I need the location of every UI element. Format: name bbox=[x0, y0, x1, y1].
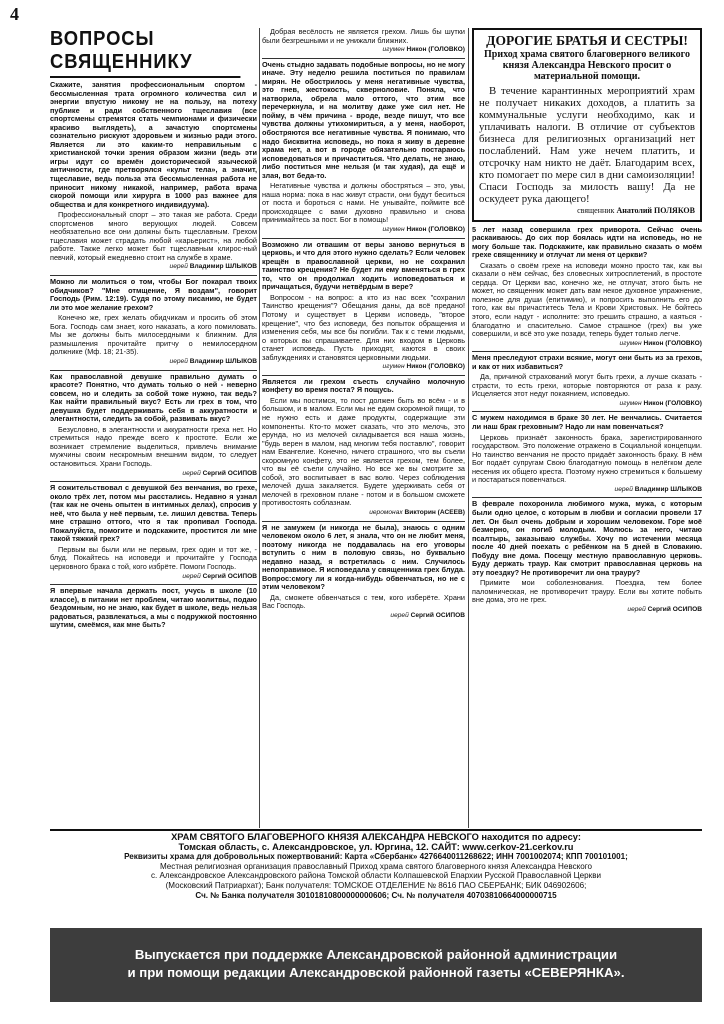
answer-text: Первым вы были или не первым, грех один и тот же, - блуд. Покайтесь на исповеди и прочитайте у Господа церковного брака с той, кого избрёте. Помоги Господь. bbox=[50, 544, 257, 571]
question-text: Можно ли молиться о том, чтобы Бог покарал твоих обидчиков? "Мне отмщение, Я воздам", говорит Господь (Рим. 12:19). Судя по этому писанию, не будет ли это мое желание грехом? bbox=[50, 277, 257, 312]
answer-text: Церковь признаёт законность брака, зарегистрированного государством. Это положение отражено в Социальной концепции. Но таинство венчания не просто придаёт законность браку. В нём Бог подаёт супругам Свою благодатную помощь в нелёгком деле несения их общего креста. Поэтому нужно стремиться к большему и постараться повенчаться. bbox=[472, 432, 702, 485]
footer-org-line: с. Александровское Александровского района Томской области Колпашевской Епархии Русской Православной Церкви bbox=[150, 871, 602, 881]
column-3 bbox=[472, 28, 702, 825]
question-text: Я впервые начала держать пост, учусь в школе (10 классе), в питании нет проблем, читаю молитвы, подаю бездомным, но не знаю, как будет в школе, ведь нельзя радоваться, развлекаться, а мы с подружкой постоянно шутим, смеёмся, как мне быть? bbox=[50, 586, 257, 630]
answer-signature: игумен Никон (ГОЛОВКО) bbox=[382, 226, 465, 234]
column-divider bbox=[259, 28, 260, 828]
question-text: Я сожительствовал с девушкой без венчания, во грехе, около трёх лет, потом мы расстались. Недавно я узнал (так как не очень опытен в интимных делах), спросив у неё, что была у неё первым, т.е. лишил девства. Теперь мне страшно оттого, что я так пропивал Господа. Пожалуйста, помогите и подскажите, простится ли мне такой тяжкий грех? bbox=[50, 483, 257, 544]
footer-account-line: Сч. № Банка получателя 30101810800000000606; Сч. № получателя 40703810664000000715 bbox=[195, 890, 557, 900]
answer-signature: игумен Никон (ГОЛОВКО) bbox=[619, 399, 702, 407]
answer-signature: иерей Владимир ШЛЫКОВ bbox=[169, 357, 257, 365]
temple-requisites bbox=[50, 829, 702, 900]
answer-signature: игумен Никон (ГОЛОВКО) bbox=[619, 339, 702, 347]
question-text: В феврале похоронила любимого мужа, мужа, с которым были одно целое, с которым в любви и согласии провели 17 лет. Он был очень добрым и хорошим человеком. Горе моё безмерно, он погиб молодым. Молюсь за него, читаю псалтырь, заказываю службы. Хочу по истечении месяца после 40 дней поехать с ребёнком на 5 дней в Словакию. Побуду вне дома. Посещу местную православную церковь. Буду держать траур. Как смотрит православная церковь на эту поездку? Не противоречит ли она трауру? bbox=[472, 499, 702, 577]
column-2 bbox=[262, 28, 465, 825]
banner-line: Выпускается при поддержке Александровской районной администрации bbox=[134, 947, 618, 962]
appeal-body: В течение карантинных мероприятий храм не получает никаких доходов, а платить за коммунальные услуги необходимо, как и уплачивать налоги. В отличие от субъектов бизнеса для религиозных организаций нет послаблений. Нам уже нечем платить, и отсрочку нам никто не даёт. Благодарим всех, кто помогает по мере сил в дни самоизоляции! Спаси Господь за милость вашу! Да не оскудеет рука дающего! bbox=[479, 85, 695, 205]
question-text: 5 лет назад совершила грех приворота. Сейчас очень раскаиваюсь. До сих пор боялась идти на исповедь, но не могу больше так. Подскажите, как правильно сказать о моём грехе священнику и отлучат ли меня от церкви? bbox=[472, 224, 702, 260]
footer-org-line: Местная религиозная организация православный Приход храма святого благоверного князя Александра Невского bbox=[159, 861, 593, 871]
question-text: Меня преследуют страхи всякие, могут они быть из за грехов, и как от них избавиться? bbox=[472, 353, 702, 371]
answer-text: Негативные чувства и должны обостряться – это, увы, наша норма: пока в нас живут страсти, они будут беситься от поста и бороться с нами. Не унывайте, поймите всё происходящее с вами духовно правильно и снова принимайтесь за пост. Бог в помощь! bbox=[262, 181, 465, 225]
banner-line: и при помощи редакции Александровской районной газеты «СЕВЕРЯНКА». bbox=[127, 965, 625, 980]
footer-requisites: Реквизиты храма для добровольных пожертвований: Карта «Сбербанк» 4276640011268622; ИНН 7001002074; КПП 700101001; bbox=[124, 852, 628, 862]
footer-address-heading: ХРАМ СВЯТОГО БЛАГОВЕРНОГО КНЯЗЯ АЛЕКСАНДРА НЕВСКОГО находится по адресу: bbox=[171, 832, 581, 842]
answer-text: Добрая весёлость не является грехом. Лишь бы шутки были безгрешными и не унижали ближних. bbox=[262, 28, 465, 45]
answer-signature: иерей Сергий ОСИПОВ bbox=[182, 572, 257, 580]
answer-text: Безусловно, в элегантности и аккуратности греха нет. Но стремиться надо прежде всего к простоте. Если же возникает стремление выделиться, привлечь внимание мужчины своим нескромным внешним видом, то следует остановиться. Храни Господь. bbox=[50, 424, 257, 468]
section-title: ВОПРОСЫ СВЯЩЕННИКУ bbox=[50, 28, 240, 78]
answer-signature: иерей Сергий ОСИПОВ bbox=[182, 469, 257, 477]
appeal-subheading: Приход храма святого благоверного великого князя Александра Невского просит о материальной помощи. bbox=[484, 49, 690, 82]
qa-list bbox=[50, 81, 257, 630]
footer-bank-line: (Московский Патриархат); Банк получателя: ТОМСКОЕ ОТДЕЛЕНИЕ № 8616 ПАО СБЕРБАНК; БИК 046902606; bbox=[165, 880, 587, 890]
donation-appeal bbox=[472, 28, 702, 222]
question-text: Очень стыдно задавать подобные вопросы, но не могу иначе. Эту неделю решила поститься по правилам мирян. Не обострилось у меня негативные чувства, это гнев, жестокость, скверноловие. Поняла, что натворила, обрела мало оттого, что этим все перечеркнула, и на молитву даже уже сил нет. Не пойму, в чём причина - вроде, везде пишут, что все чувства должны утихомириться, а у меня, наоборот, обостряются все негативные чувства. Я понимаю, что надо бисквитна исповедь, но пока я живу в деревне храма нет, а вот в городе обязательно постараюсь исповедоваться и причаститься. Что делать, не знаю, либо поститься мне нельзя (и так худая), да ещё и злая, вот беда-то. bbox=[262, 59, 465, 180]
answer-signature: игумен Никон (ГОЛОВКО) bbox=[382, 46, 465, 54]
appeal-signature: священник Анатолий ПОЛЯКОВ bbox=[577, 206, 695, 215]
question-text: Как православной девушке правильно думать о красоте? Понятно, что думать только о ней - неверно совсем, но и следить за собой тоже нужно, так ведь? Как найти правильный вкус? Есть ли грех в том, что девушка будет поддерживать себя в аккуратности и элегантности, следить за собой, развивать вкус? bbox=[50, 371, 257, 424]
answer-text: Если мы постимся, то пост должен быть во всём - и в большом, и в малом. Если мы не едим скоромной пищи, то не нужно есть и даже продукты, содержащие эти компоненты. Кто-то может сказать, что это мелочь, это ерунда, но из мелочей складывается вся наша жизнь, "будь верен в малом, над многим тебя поставлю", говорит нам Евангелие. Конечно, ничего страшного, что вы съели скоромную конфету, это не является грехом, тем более, что вы её съели случайно. Но все же вы смотрите за собой, это воспитывает в вас волю. Через соблюдения мелочей душа закаляется. Будете удерживать себя от мелочей в греховном плане - потом и в большом сможете противостоять соблазнам. bbox=[262, 395, 465, 508]
answer-text: Конечно же, грех желать обидчикам и просить об этом Бога. Господь сам знает, кого наказать, а кого помиловать. Мы же должны быть милосердными к ближним. Для размышления прочитайте притчу о немилосердном должнике (Мф. 18; 21-35). bbox=[50, 313, 257, 357]
qa-list bbox=[472, 226, 702, 615]
answer-signature: иерей Владимир ШЛЫКОВ bbox=[614, 485, 702, 493]
answer-text: Вопросом - на вопрос: а кто из нас всех "сохранил Таинство крещения"? Обещания даны, да всё предано! Потому и существует в Церкви исповедь, "второе крещение", что без исповеди, без попыток обращения и изменения себя, мы все бы погибли. Так к с теми людьми, о которых вы спрашиваете. Для них входом в Церковь станет исповедь. Пусть приходят, каются в своих заблуждениях и становятся церковными людьми. bbox=[262, 292, 465, 362]
answer-text: Да, сможете обвенчаться с тем, кого изберёте. Храни Вас Господь. bbox=[262, 592, 465, 611]
answer-signature: иеромонах Викторин (АСЕЕВ) bbox=[369, 508, 465, 516]
answer-text: Примите мои соболезнования. Поездка, тем более паломническая, не противоречит трауру. Если вы хотите побыть вне дома, это не грех. bbox=[472, 578, 702, 605]
qa-list bbox=[262, 28, 465, 621]
support-banner bbox=[50, 928, 702, 1002]
footer-address: Томская область, с. Александровское, ул. Юргина, 12. САЙТ: www.cerkov-21.cerkov.ru bbox=[178, 841, 574, 852]
answer-signature: игумен Никон (ГОЛОВКО) bbox=[382, 363, 465, 371]
column-1 bbox=[50, 28, 257, 825]
answer-text: Сказать о своём грехе на исповеди можно просто так, как вы сказали о нём сейчас, без словесных хитросплетений, в простоте сердца. От Церкви вас, конечно же, не отлучат, этого быть не может, но священник может дать вам некое духовное упражнение, полезное для души (епитимию), и попросить выполнить его до того, как вы причаститесь Тела и Крови Христовых. Не бойтесь этого, если надут - исполните: это грешить страшно, а каяться - благодатно и спасительно. Самое страшное (грех) вы уже совершили, и всё это уже позади, теперь будет только легче. bbox=[472, 260, 702, 339]
column-divider bbox=[468, 28, 469, 828]
answer-signature: иерей Сергий ОСИПОВ bbox=[627, 605, 702, 613]
question-text: Является ли грехом съесть случайно молочную конфету во время поста? Я пощусь. bbox=[262, 376, 465, 395]
answer-text: Профессиональный спорт – это такая же работа. Среди спортсменов много верующих людей. Совсем необязательно все они должны быть тщеславным. Грехом тщеславия может страдать любой «карьерист», на любой работе. Также легко может быт тщеславным клирос-ный певчий, который ежедневно стоит на службе в храме. bbox=[50, 210, 257, 262]
answer-text: Да, причиной страхований могут быть грехи, а лучше сказать - страсти, то есть грехи, которые повторяются от раза к разу. Исцеляется этот недуг покаянием, исповедью. bbox=[472, 372, 702, 399]
question-text: Я не замужем (и никогда не была), знаюсь с одним человеком около 6 лет, я знала, что он не любит меня, поэтому никогда не поддавалась на его уговоры вступить с ним в половую связь, но буквально недавно назад, я встретилась с ним. Случилось непоправимое. Я исповедала у священника грех блуда. Вопрос:смогу ли я когда-нибудь обвенчаться, но не с этим человеком? bbox=[262, 522, 465, 592]
answer-signature: иерей Владимир ШЛЫКОВ bbox=[169, 263, 257, 271]
appeal-heading: ДОРОГИЕ БРАТЬЯ И СЕСТРЫ! bbox=[486, 33, 688, 48]
page-number: 4 bbox=[10, 4, 19, 24]
answer-signature: иерей Сергий ОСИПОВ bbox=[390, 612, 465, 619]
question-text: Скажите, занятия профессиональным спортом - бессмысленная трата огромного количества сил и энергии впустую никому не на пользу, на потеху публике и ради собственного тщеславия (все спортсмены стремятся стать чемпионами и физически красиво выглядеть), а зачастую спортсмены сознательно рискуют здоровьем и жизнью ради этого. Является ли это каким-то неправильным с христианской точки зрения образом жизни (ведь эти игры идут со времён доисторической языческой античности, где претворялся «культ тела», а значит, тщеславие, ведь польза эта бессмысленная работа не приносит никому никакой, например, работа врача скорой помощи или хирурга в 1000 раз важнее для общества и для конкретного индивидуума). bbox=[50, 80, 257, 209]
question-text: С мужем находимся в браке 30 лет. Не венчались. Считается ли наш брак греховным? Надо ли нам повенчаться? bbox=[472, 413, 702, 432]
question-text: Возможно ли отвашим от веры заново вернуться в церковь, и что для этого нужно сделать? Если человек крещён в православной церкви, но не сохранил таинство крещения? Не будет ли ему вменяться в грех то, что он продолжал ходить исповедоваться и причащаться, будучи нетвёрдым в вере? bbox=[262, 239, 465, 292]
